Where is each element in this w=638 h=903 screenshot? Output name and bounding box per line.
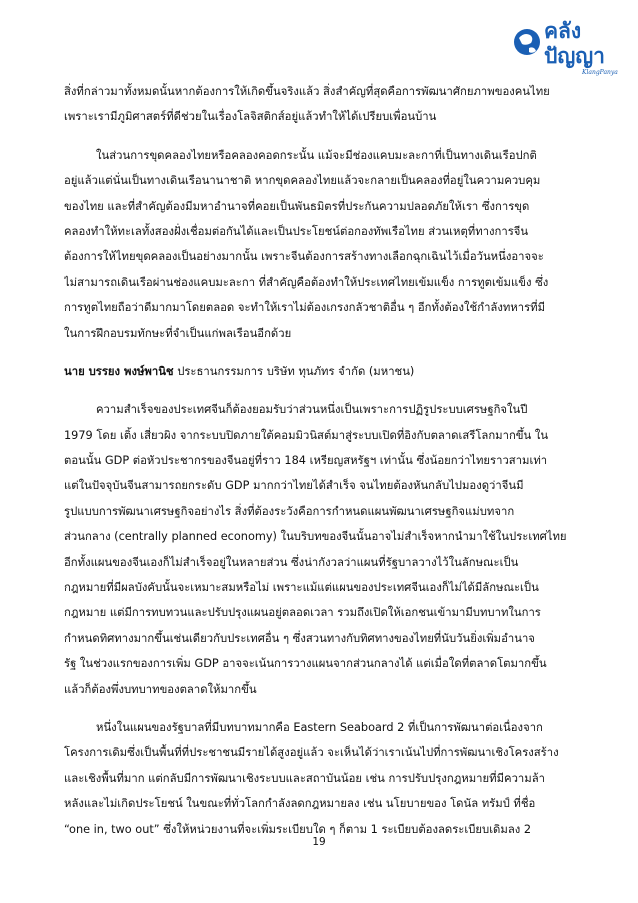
paragraph-3 (64, 397, 580, 702)
paragraph-4 (64, 715, 580, 842)
globe-icon (510, 8, 628, 78)
document-body (64, 79, 580, 842)
logo-line2: ปัญญา (544, 44, 605, 68)
logo-sub: KlangPanya (582, 69, 618, 76)
text-line: กฎหมายที่มีผลบังคับนั้นจะเหมาะสมหรือไม่ เพราะแม้แต่แผนของประเทศจีนเองก็ไม่ได้มีลักษณะเป็น (64, 581, 539, 595)
text-line: 1979 โดย เติ้ง เสี่ยวผิง จากระบบปิดภายใต้คอมมิวนิสต์มาสู่ระบบเปิดที่อิงกับตลาดเสรีโลกมากขึ้น ใน (64, 428, 549, 442)
text-line: หลังและไม่เกิดประโยชน์ ในขณะที่ทั่วโลกกำลังลดกฎหมายลง เช่น นโยบายของ โดนัล ทรัมป์ ที่ชื่อ (64, 797, 536, 811)
text-line: ความสำเร็จของประเทศจีนก็ต้องยอมรับว่าส่วนหนึ่งเป็นเพราะการปฏิรูประบบเศรษฐกิจในปี (96, 403, 528, 417)
text-line: “one in, two out” ซึ่งให้หน่วยงานที่จะเพิ่มระเบียบใด ๆ ก็ตาม 1 ระเบียบต้องลดระเบียบเดิมลง 2 (64, 822, 532, 836)
paragraph-2 (64, 143, 580, 346)
text-line: ตอนนั้น GDP ต่อหัวประชากรของจีนอยู่ที่ราว 184 เหรียญสหรัฐฯ เท่านั้น ซึ่งน้อยกว่าไทยราวสามเท่า (64, 454, 548, 468)
text-line: ต้องการให้ไทยขุดคลองเป็นอย่างมากนั้น เพราะจีนต้องการสร้างทางเลือกฉุกเฉินไว้เมื่อวันหนึ่งอาจจะ (64, 250, 544, 264)
text-line: หนึ่งในแผนของรัฐบาลที่มีบทบาทมากคือ Eastern Seaboard 2 ที่เป็นการพัฒนาต่อเนื่องจาก (96, 720, 543, 734)
text-line: การทูตไทยถือว่าดีมากมาโดยตลอด จะทำให้เราไม่ต้องเกรงกลัวชาติอื่น ๆ อีกทั้งต้องใช้กำลังทหารที่มี (64, 301, 546, 315)
page-number: 19 (312, 836, 326, 848)
text-line: คลองทำให้ทะเลทั้งสองฝั่งเชื่อมต่อกันได้และเป็นประโยชน์ต่อกองทัพเรือไทย ส่วนเหตุที่ทางการจีน (64, 224, 529, 238)
text-line: ในส่วนการขุดคลองไทยหรือคลองคอดกระนั้น แม้จะมีช่องแคบมะละกาที่เป็นทางเดินเรือปกติ (96, 148, 537, 162)
text-line: ในการฝึกอบรมทักษะที่จำเป็นแก่พลเรือนอีกด้วย (64, 326, 292, 340)
speaker-name: นาย บรรยง พงษ์พานิช (64, 364, 174, 378)
text-line: กฎหมาย แต่มีการทบทวนและปรับปรุงแผนอยู่ตลอดเวลา รวมถึงเปิดให้เอกชนเข้ามามีบทบาทในการ (64, 606, 541, 620)
text-line: รัฐ ในช่วงแรกของการเพิ่ม GDP อาจจะเน้นการวางแผนจากส่วนกลางได้ แต่เมื่อใดที่ตลาดโตมากขึ้น (64, 657, 547, 671)
text-line: แล้วก็ต้องพึ่งบทบาทของตลาดให้มากขึ้น (64, 682, 257, 696)
text-line: และเชิงพื้นที่มาก แต่กลับมีการพัฒนาเชิงระบบและสถาบันน้อย เช่น การปรับปรุงกฎหมายที่มีความล้า (64, 771, 545, 785)
text-line: รูปแบบการพัฒนาเศรษฐกิจอย่างไร สิ่งที่ต้องระวังคือการกำหนดแผนพัฒนาเศรษฐกิจแม่บทจาก (64, 504, 515, 518)
speaker-line (64, 359, 580, 384)
text-line: อีกทั้งแผนของจีนเองก็ไม่สำเร็จอยู่ในหลายส่วน ซึ่งน่ากังวลว่าแผนที่รัฐบาลวางไว้ในลักษณะเป็น (64, 555, 519, 569)
logo-line1: คลัง (544, 19, 582, 43)
text-line: เพราะเรามีภูมิศาสตร์ที่ดีช่วยในเรื่องโลจิสติกส์อยู่แล้วทำให้ได้เปรียบเพื่อนบ้าน (64, 110, 437, 124)
text-line: ส่วนกลาง (centrally planned economy) ในบริบทของจีนนั้นอาจไม่สำเร็จหากนำมาใช้ในประเทศไทย (64, 530, 567, 544)
speaker-title: ประธานกรรมการ บริษัท ทุนภัทร จำกัด (มหาชน) (177, 364, 415, 378)
text-line: กำหนดทิศทางมากขึ้นเช่นเดียวกับประเทศอื่น ๆ ซึ่งสวนทางกับทิศทางของไทยที่นับวันยิ่งเพิ่มอำนาจ (64, 631, 535, 645)
paragraph-1 (64, 79, 580, 130)
text-line: ของไทย และที่สำคัญต้องมีมหาอำนาจที่คอยเป็นพันธมิตรที่ประกันความปลอดภัยให้เรา ซึ่งการขุด (64, 199, 530, 213)
text-line: อยู่แล้วแต่นั่นเป็นทางเดินเรือนานาชาติ หากขุดคลองไทยแล้วจะกลายเป็นคลองที่อยู่ในความควบคุม (64, 174, 541, 188)
text-line: โครงการเดิมซึ่งเป็นพื้นที่ที่ประชาชนมีรายได้สูงอยู่แล้ว จะเห็นได้ว่าเราเน้นไปที่การพัฒนาเชิงโครงสร้าง (64, 746, 559, 760)
klangpanya-logo (510, 8, 628, 78)
text-line: สิ่งที่กล่าวมาทั้งหมดนั้นหากต้องการให้เกิดขึ้นจริงแล้ว สิ่งสำคัญที่สุดคือการพัฒนาศักยภาพของคนไทย (64, 85, 550, 98)
text-line: ไม่สามารถเดินเรือผ่านช่องแคบมะละกา ที่สำคัญคือต้องทำให้ประเทศไทยเข้มแข็ง การทูตเข้มแข็ง ซึ่ง (64, 275, 549, 289)
text-line: แต่ในปัจจุบันจีนสามารถยกระดับ GDP มากกว่าไทยได้สำเร็จ จนไทยต้องหันกลับไปมองดูว่าจีนมี (64, 479, 524, 493)
